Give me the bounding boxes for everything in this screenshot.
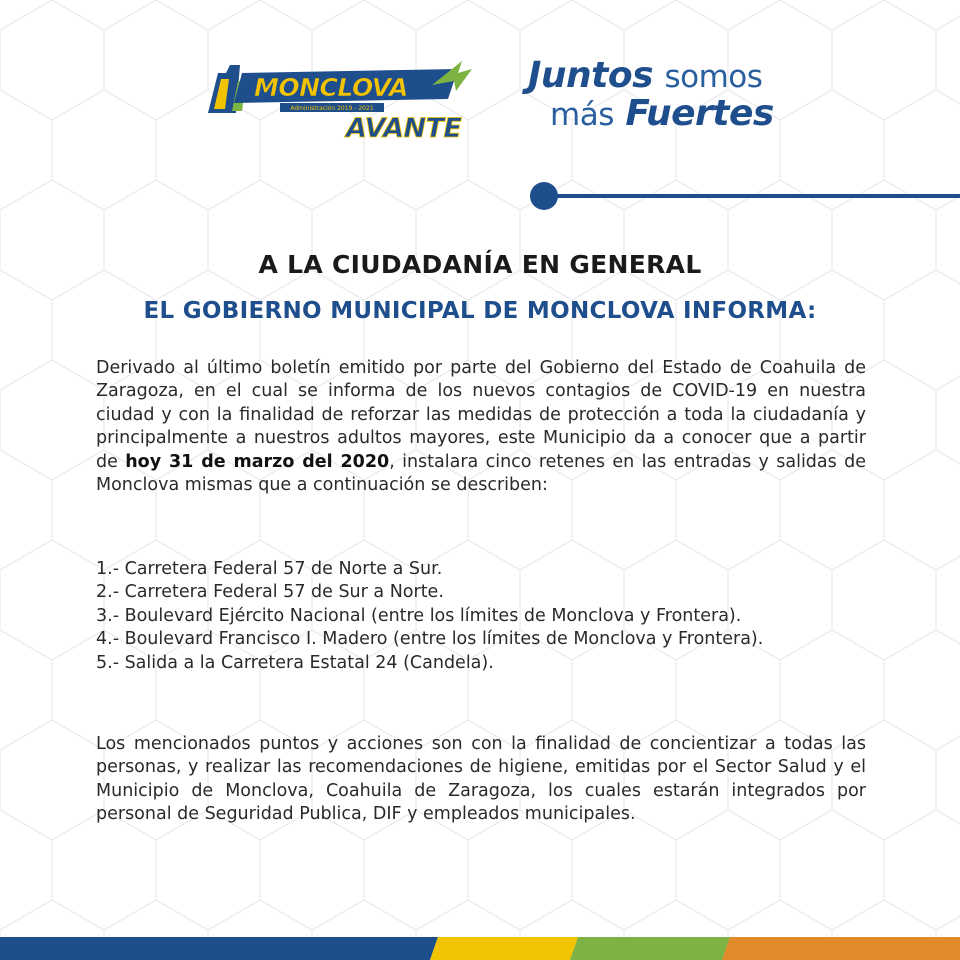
stripe-yellow: [430, 937, 578, 960]
divider-bar: [544, 194, 960, 198]
closing-paragraph: Los mencionados puntos y acciones son con la finalidad de concientizar a todas las personas, y realizar las recomendaciones de higiene, emitidas por el Sector Salud y el Municipio de Monclova, Coahuila de Zaragoza, los cuales estarán integrados por personal de Seguridad Publica, DIF y empleados municipales.: [96, 734, 866, 825]
logo-tagline-text: AVANTE: [346, 113, 462, 144]
list-item: 5.- Salida a la Carretera Estatal 24 (Candela).: [96, 652, 494, 673]
list-item: 3.- Boulevard Ejército Nacional (entre los límites de Monclova y Frontera).: [96, 605, 742, 626]
list-item: 2.- Carretera Federal 57 de Sur a Norte.: [96, 582, 444, 603]
logo-name-text: MONCLOVA: [254, 73, 408, 102]
logo-subtitle-text: Administración 2019 - 2021: [290, 105, 374, 112]
slogan-word-mas: más: [550, 97, 614, 133]
list-item: 1.- Carretera Federal 57 de Norte a Sur.: [96, 559, 443, 579]
logo-graphic: [196, 55, 481, 145]
slogan-line-1: [528, 55, 778, 96]
intro-text-before: Derivado al último boletín emitido por parte del Gobierno del Estado de Coahuila de Zaragoza, en el cual se informa de los nuevos contagios de COVID-19 en nuestra ciudad y con la finalidad de reforzar las medidas de protección a toda la ciudadanía y principalmente a nuestros adultos mayores, este Municipio da a conocer que a partir de: [96, 358, 866, 472]
intro-paragraph: [96, 357, 866, 497]
slogan-word-somos: somos: [664, 59, 763, 95]
page-title: A LA CIUDADANÍA EN GENERAL: [258, 250, 702, 279]
intro-text-after: , instalara cinco retenes en las entradas y salidas de Monclova mismas que a continuación se describen:: [96, 451, 866, 496]
stripe-blue: [0, 937, 438, 960]
bottom-color-stripes: [0, 937, 960, 960]
monclova-avante-logo: [196, 55, 481, 145]
stripe-green: [570, 937, 730, 960]
intro-date-bold: hoy 31 de marzo del 2020: [125, 451, 390, 472]
page-subtitle: EL GOBIERNO MUNICIPAL DE MONCLOVA INFORMA:: [143, 298, 817, 324]
header-divider: [530, 182, 960, 210]
slogan-line-2: [528, 93, 778, 134]
slogan-word-fuertes: Fuertes: [625, 93, 774, 134]
divider-dot: [530, 182, 558, 210]
stripe-orange: [722, 937, 960, 960]
slogan: [528, 55, 778, 134]
slogan-word-juntos: Juntos: [528, 55, 654, 96]
list-item: 4.- Boulevard Francisco I. Madero (entre los límites de Monclova y Frontera).: [96, 629, 764, 650]
checkpoint-list: [96, 558, 866, 675]
